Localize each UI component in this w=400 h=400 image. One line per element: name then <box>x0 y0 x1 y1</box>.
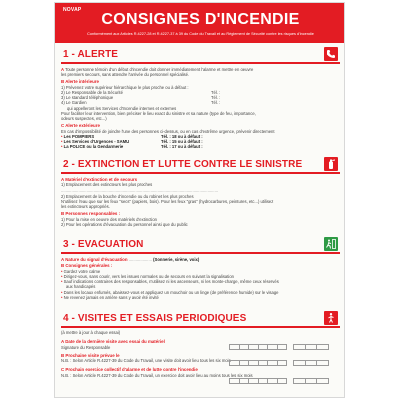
emergency-exit-icon <box>324 237 338 251</box>
tel-label: Tél. : <box>211 90 221 96</box>
alerte-interieure-3: 3) Le standard téléphonique <box>61 95 114 101</box>
consigne-item: Dans les locaux enfumés, abaissez-vous et appliquez un mouchoir ou un linge (de préférence humide) sur le visage <box>63 289 279 295</box>
responsables-text-2: 2) Pour les opérations d'évacuation du personnel ainsi que du public <box>61 222 188 228</box>
responsables-text-1: 1) Pour la mise en oeuvre des matériels d'extinction <box>61 216 157 222</box>
subsection-title: C Alerte extérieure <box>61 123 100 129</box>
signal-hint: (Sonnerie, sirène, voix) <box>153 257 200 262</box>
signature-box-a[interactable] <box>293 344 329 350</box>
alerte-interieure-1: 1) Prévenez votre supérieur hiérarchique le plus proche ou à défaut : <box>61 84 189 90</box>
subsection-title: A Nature du signal d'évacuation <box>61 257 128 262</box>
subsection-title: B Consignes générales : <box>61 263 113 269</box>
alerte-interieure-7: odeurs suspectes, etc...) <box>61 116 107 122</box>
subsection-title: A Matériel d'extinction et de secours <box>61 177 138 182</box>
alerte-interieure-4: 4) Le Gardien <box>61 100 87 106</box>
extinction-text-4: les extincteurs appropriés. <box>61 204 110 210</box>
subsection-letter: A <box>61 67 65 72</box>
samu-label: Les Services d'Urgences - SAMU <box>63 139 130 145</box>
visite-note: N.B. : Selon Article R.4227-39 du Code du Travail, une visite doit avoir lieu tous les six mois <box>61 358 231 364</box>
subsection-title: C Prochain exercice collectif d'alarme et de lutte contre l'incendie <box>61 367 198 373</box>
tel-label: Tél. : <box>211 95 221 101</box>
section-title: 2 - EXTINCTION ET LUTTE CONTRE LE SINISTRE <box>63 159 303 170</box>
section-alerte: 1 - ALERTE A Toute personne témoin d'un début d'incendie doit donner immédiatement l'alarme et mettre en oeuvre les premiers secours, sans attendre l'arrivée du personnel spécialisé. B Alerte intérieure 1) Prévenez votre supérieur hiérarchique le plus proche ou à défaut : 2) Le Responsable de la Sécurité Tél. : 3) Le standard téléphonique Tél. : 4) Le Gardien Tél. : qui appelleront les Services d'Incendie internes et externes Pour faciliter leur intervention, bien préciser le lieu exact du sinistre et sa nature (type de feu, importance, odeurs suspectes, etc...) C Alerte extérieure En cas d'impossibilité de joindre l'une des personnes ci-dessus, ou en cas d'extrême urgence, prévenir directement • Les POMPIERS Tél. : 18 ou à défaut : • Les Services d'Urgences - SAMU Tél. : 15 ou à défaut : • La POLICE ou la Gendarmerie Tél. : 17 ou à défaut : <box>61 49 340 149</box>
alerte-text-1: Toute personne témoin d'un début d'incendie doit donner immédiatement l'alarme et mettre en oeuvre <box>65 67 254 72</box>
samu-tel: Tél. : 15 ou à défaut : <box>161 139 203 145</box>
date-boxes-b[interactable] <box>229 360 287 366</box>
header-band <box>55 3 345 43</box>
divider <box>61 252 340 254</box>
signature-box-b[interactable] <box>293 360 329 366</box>
divider <box>61 172 340 174</box>
alerte-text-2: les premiers secours, sans attendre l'arrivée du personnel spécialisé. <box>61 72 190 78</box>
alerte-interieure-6: Pour faciliter leur intervention, bien préciser le lieu exact du sinistre et sa nature (type de feu, importance, <box>61 110 256 116</box>
poster-title: CONSIGNES D'INCENDIE <box>101 11 300 28</box>
consigne-item: Sauf indications contraires des responsables, n'utilisez ni les ascenseurs, ni les monte-charge, même ceux réservés <box>63 279 279 285</box>
alerte-exterieure-1: En cas d'impossibilité de joindre l'une des personnes ci-dessus, ou en cas d'extrême urgence, prévenir directement <box>61 128 275 134</box>
exercice-note: N.B. : Selon Article R.4227-39 du Code du Travail, un exercice doit avoir lieu au moins tous les six mois <box>61 372 253 378</box>
alerte-interieure-5: qui appelleront les Services d'Incendie internes et externes <box>67 105 177 111</box>
tel-label: Tél. : <box>211 100 221 106</box>
fire-safety-poster <box>54 2 345 398</box>
police-tel: Tél. : 17 ou à défaut : <box>161 144 203 150</box>
date-boxes-c[interactable] <box>229 378 287 384</box>
visites-intro: (à mettre à jour à chaque essai) <box>61 330 121 335</box>
pompiers-tel: Tél. : 18 ou à défaut : <box>161 133 203 139</box>
subsection-title: B Personnes responsables : <box>61 211 121 217</box>
phone-icon <box>324 47 338 61</box>
consigne-item: aux handicapés <box>66 284 96 290</box>
fire-safety-man-icon <box>324 311 338 325</box>
police-label: La POLICE ou la Gendarmerie <box>63 144 124 150</box>
subsection-title: B Prochaine visite prévue le <box>61 352 120 358</box>
signature-label: Signature du Responsable <box>61 344 111 350</box>
consigne-item: Ne revenez jamais en arrière sans y avoir été invité <box>63 294 159 300</box>
section-visites <box>61 313 340 378</box>
date-boxes-a[interactable] <box>229 344 287 350</box>
subsection-title: A Date de la dernière visite avec essai du matériel <box>61 339 165 345</box>
pompiers-label: Les POMPIERS <box>63 133 95 139</box>
section-title: 3 - EVACUATION <box>63 239 144 250</box>
extinction-text-2: 2) Emplacement de la bouche d'incendie ou du robinet les plus proches <box>61 193 194 199</box>
section-extinction: 2 - EXTINCTION ET LUTTE CONTRE LE SINISTRE A Matériel d'extinction et de secours 1) Emplacement des extincteurs les plus proches ....................................................................................................................................... 2) Emplacement de la bouche d'incendie ou du robinet les plus proches N'utilisez l'eau que sur les feux "secs" (papiers, bois). Pour les feux "gras" (hydrocarbures, peintures, etc...) utilisez les extincteurs appropriés. B Personnes responsables : 1) Pour la mise en oeuvre des matériels d'extinction 2) Pour les opérations d'évacuation du personnel ainsi que du public <box>61 159 340 227</box>
section-title: 1 - ALERTE <box>63 49 119 60</box>
fire-extinguisher-icon <box>324 157 338 171</box>
extinction-text-3: N'utilisez l'eau que sur les feux "secs" (papiers, bois). Pour les feux "gras" (hydrocarbures, peintures, etc...) utilisez <box>61 199 274 205</box>
section-title: 4 - VISITES ET ESSAIS PERIODIQUES <box>63 313 247 324</box>
consigne-item: Dirigez-vous, sans courir, vers les issues normales ou de secours en suivant la signalisation <box>63 274 235 280</box>
extinction-text-1: 1) Emplacement des extincteurs les plus proches <box>61 182 153 188</box>
section-evacuation: 3 - EVACUATION A Nature du signal d'évacuation .................... (Sonnerie, sirène, voix) B Consignes générales : • Gardez votre calme • Dirigez-vous, sans courir, vers les issues normales ou de secours en suivant la signalisation • Sauf indications contraires des responsables, n'utilisez ni les ascenseurs, ni les monte-charge, même ceux réservés aux handicapés • Dans les locaux enfumés, abaissez-vous et appliquez un mouchoir ou un linge (de préférence humide) sur le visage • Ne revenez jamais en arrière sans y avoir été invité <box>61 239 340 300</box>
brand-logo: NOVAP <box>63 7 82 13</box>
subsection-title: B Alerte intérieure <box>61 79 99 85</box>
consigne-item: Gardez votre calme <box>63 268 101 274</box>
signature-box-c[interactable] <box>293 378 329 384</box>
legal-notice: Conformément aux Articles R.4227-28 et R.4227-37 à 39 du Code du Travail et au Règlement de Sécurité contre les risques d'incendie <box>87 32 314 36</box>
alerte-interieure-2: 2) Le Responsable de la Sécurité <box>61 90 123 96</box>
